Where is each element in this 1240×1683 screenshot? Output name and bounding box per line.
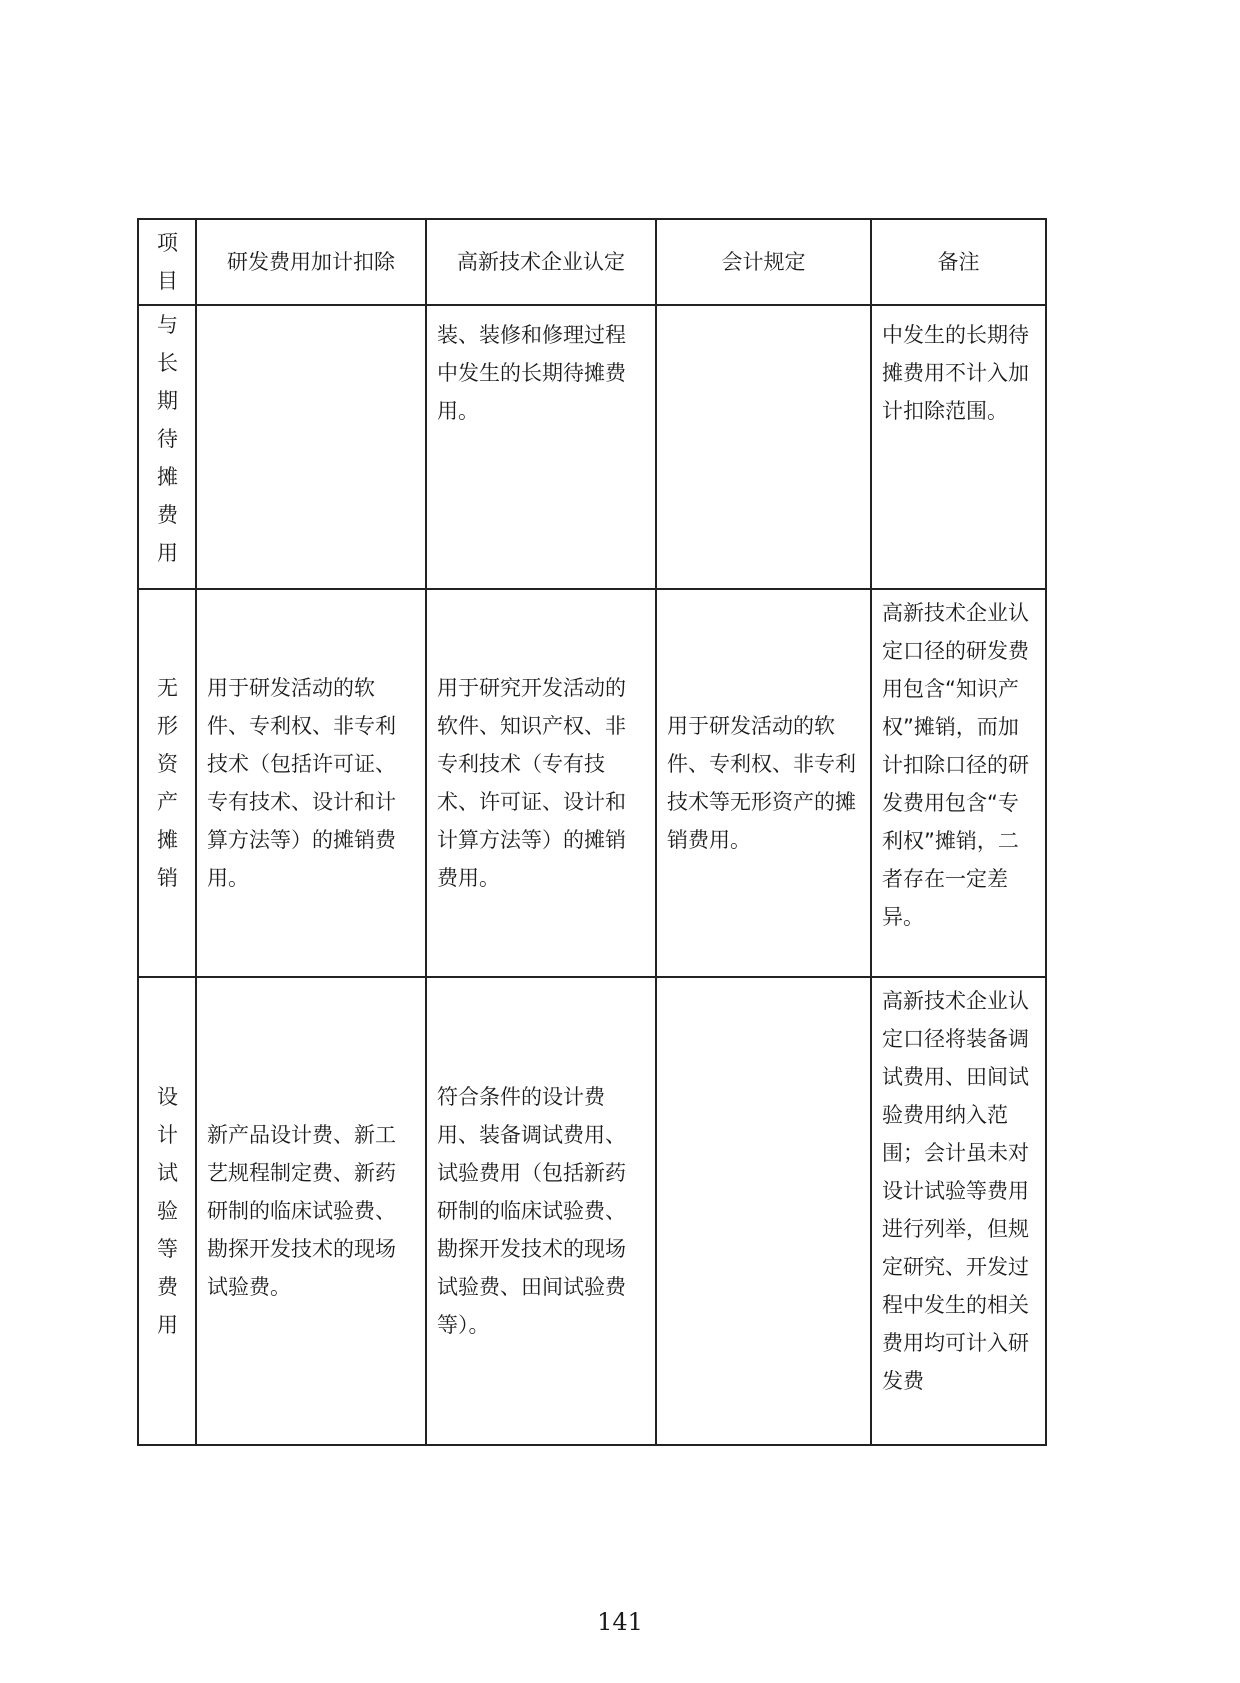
header-rd-deduction: 研发费用加计扣除 — [196, 219, 426, 305]
header-item: 项目 — [138, 219, 196, 305]
high-tech-cell: 装、装修和修理过程中发生的长期待摊费用。 — [426, 305, 656, 589]
comparison-table — [137, 218, 1047, 1446]
row-item-cell — [138, 305, 196, 589]
high-tech-cell: 符合条件的设计费用、装备调试费用、试验费用（包括新药研制的临床试验费、勘探开发技术的现场试验费、田间试验费等）。 — [426, 977, 656, 1445]
table-header-row — [138, 219, 1046, 305]
row-item-cell — [138, 589, 196, 977]
table-row — [138, 305, 1046, 589]
header-accounting: 会计规定 — [656, 219, 871, 305]
accounting-cell: 用于研发活动的软件、专利权、非专利技术等无形资产的摊销费用。 — [656, 589, 871, 977]
notes-cell: 中发生的长期待摊费用不计入加计扣除范围。 — [871, 305, 1046, 589]
header-notes: 备注 — [871, 219, 1046, 305]
rd-deduction-cell: 新产品设计费、新工艺规程制定费、新药研制的临床试验费、勘探开发技术的现场试验费。 — [196, 977, 426, 1445]
rd-deduction-cell: 用于研发活动的软件、专利权、非专利技术（包括许可证、专有技术、设计和计算方法等）的摊销费用。 — [196, 589, 426, 977]
row-item-label: 设计试验等费用 — [157, 1085, 178, 1337]
table-row — [138, 977, 1046, 1445]
row-item-label: 无形资产摊销 — [157, 676, 178, 890]
notes-cell: 高新技术企业认定口径的研发费用包含“知识产权”摊销，而加计扣除口径的研发费用包含“专利权”摊销，二者存在一定差异。 — [871, 589, 1046, 977]
rd-deduction-cell — [196, 305, 426, 589]
header-high-tech: 高新技术企业认定 — [426, 219, 656, 305]
row-item-label: 与长期待摊费用 — [157, 313, 178, 565]
notes-cell: 高新技术企业认定口径将装备调试费用、田间试验费用纳入范围；会计虽未对设计试验等费用进行列举，但规定研究、开发过程中发生的相关费用均可计入研发费 — [871, 977, 1046, 1445]
table-row — [138, 589, 1046, 977]
row-item-cell — [138, 977, 196, 1445]
high-tech-cell: 用于研究开发活动的软件、知识产权、非专利技术（专有技术、许可证、设计和计算方法等）的摊销费用。 — [426, 589, 656, 977]
page-number: 141 — [597, 1608, 643, 1636]
accounting-cell — [656, 305, 871, 589]
accounting-cell — [656, 977, 871, 1445]
